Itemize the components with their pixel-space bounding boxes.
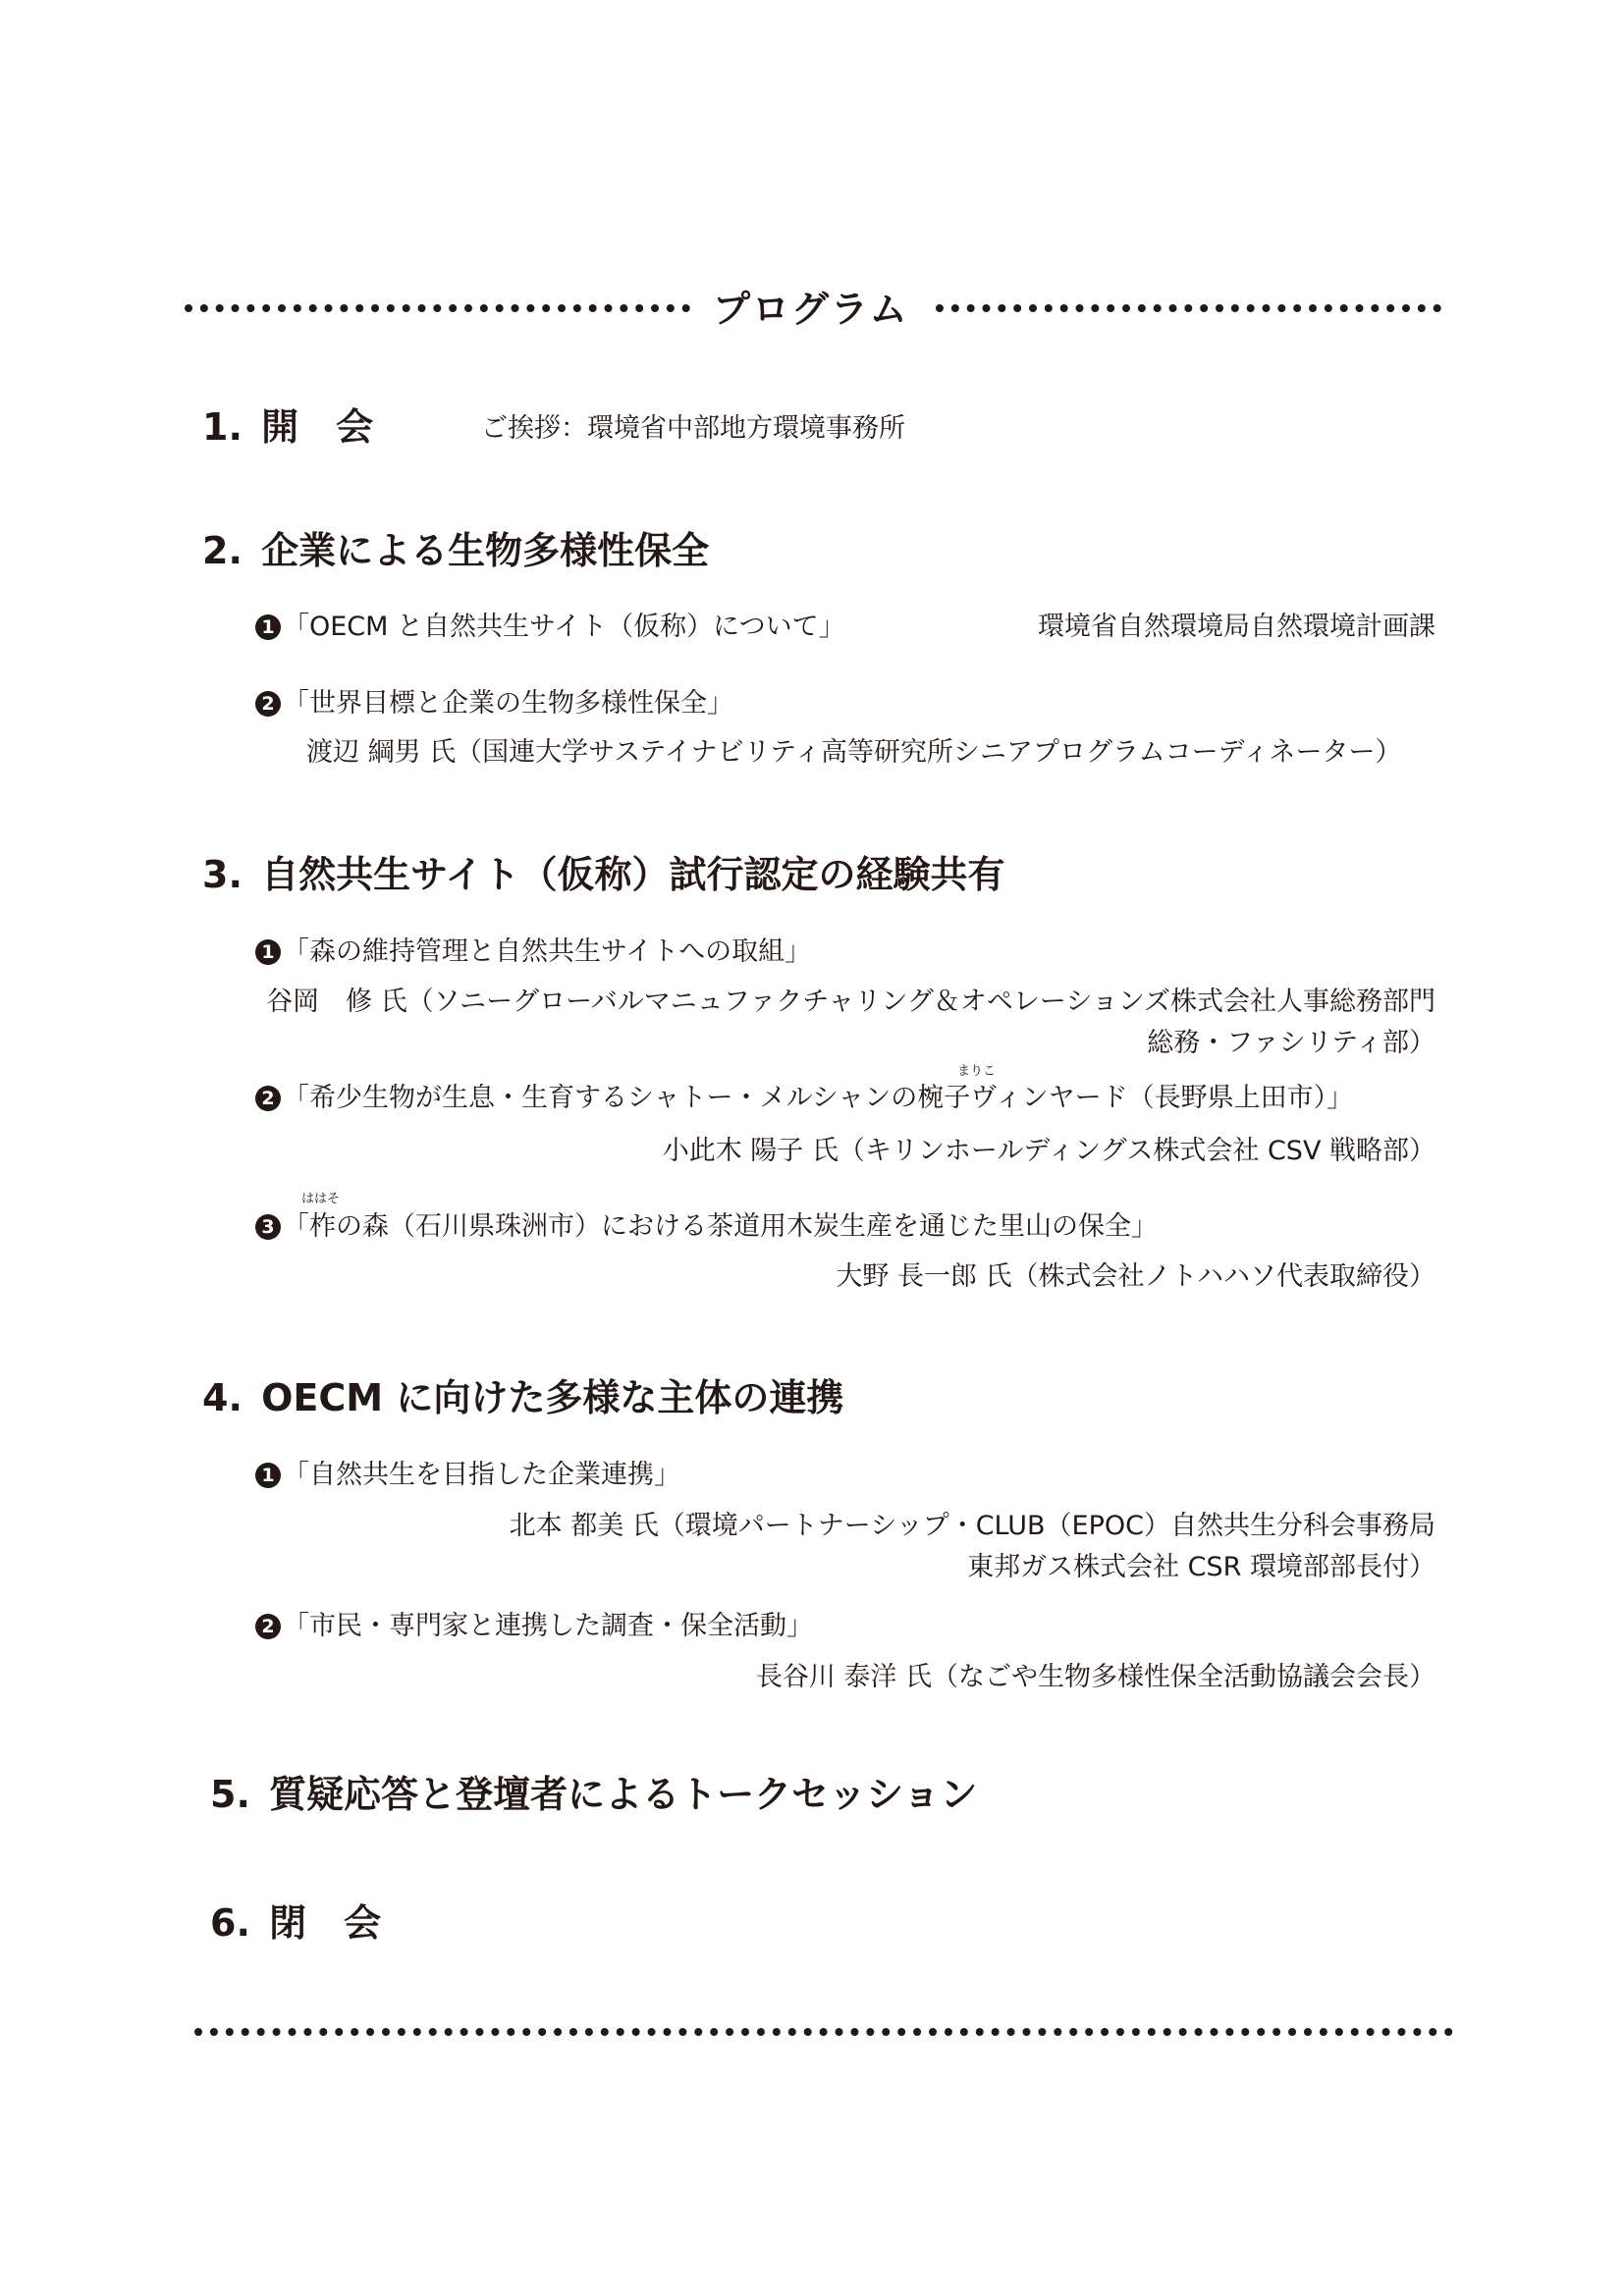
talk-title-text: 「OECM と自然共生サイト（仮称）について」 <box>283 612 845 642</box>
bullet-number-2: 2 <box>255 1614 281 1639</box>
bullet-number-2: 2 <box>255 691 281 717</box>
talk-speaker: 環境省自然環境局自然環境計画課 <box>1038 612 1435 642</box>
talk-title <box>255 1453 680 1491</box>
section-number: 1. <box>202 405 243 449</box>
talk-speaker-affiliation: 総務・ファシリティ部） <box>1147 1028 1435 1058</box>
section-number: 3. <box>202 853 243 896</box>
bullet-number-3: 3 <box>255 1214 281 1240</box>
section-2-heading <box>202 520 709 574</box>
opening-greeting: ご挨拶：環境省中部地方環境事務所 <box>481 413 905 444</box>
section-6-heading <box>210 1893 381 1947</box>
section-title: 質疑応答と登壇者によるトークセッション <box>269 1773 978 1816</box>
section-number: 4. <box>202 1376 243 1419</box>
bullet-number-2: 2 <box>255 1086 281 1111</box>
dotted-rule-bottom <box>194 2028 1453 2036</box>
section-number: 2. <box>202 529 243 572</box>
program-title: プログラム <box>713 288 909 331</box>
talk-title-text: 「希少生物が生息・生育するシャトー・メルシャンの椀子ヴィンヤード（長野県上田市）」 <box>283 1083 1354 1113</box>
dotted-rule-left <box>185 304 690 312</box>
bullet-number-1: 1 <box>255 939 281 965</box>
section-title: OECM に向けた多様な主体の連携 <box>261 1376 844 1419</box>
section-number: 6. <box>210 1901 250 1945</box>
talk-title-text: 「市民・専門家と連携した調査・保全活動」 <box>283 1611 813 1641</box>
ruby-reading: まりこ <box>957 1064 997 1079</box>
talk-title-text: 「自然共生を目指した企業連携」 <box>283 1460 680 1490</box>
talk-title <box>255 605 845 643</box>
talk-speaker-affiliation: 東邦ガス株式会社 CSR 環境部部長付） <box>967 1552 1435 1582</box>
ruby-reading: ははそ <box>301 1192 341 1206</box>
talk-title <box>255 930 811 968</box>
section-title: 自然共生サイト（仮称）試行認定の経験共有 <box>261 853 1005 896</box>
section-title: 企業による生物多様性保全 <box>261 529 710 572</box>
section-3-heading <box>202 844 1004 898</box>
section-1-heading <box>202 397 373 451</box>
talk-title <box>255 681 733 720</box>
section-title: 閉 会 <box>269 1901 382 1945</box>
section-5-heading <box>210 1764 977 1818</box>
talk-title <box>255 1204 1158 1243</box>
section-number: 5. <box>210 1773 250 1816</box>
talk-title-text: 「森の維持管理と自然共生サイトへの取組」 <box>283 936 812 967</box>
talk-title-text: 「世界目標と企業の生物多様性保全」 <box>283 688 733 719</box>
talk-speaker: 小此木 陽子 氏（キリンホールディングス株式会社 CSV 戦略部） <box>662 1136 1435 1166</box>
talk-speaker: 北本 都美 氏（環境パートナーシップ・CLUB（EPOC）自然共生分科会事務局 <box>509 1511 1435 1541</box>
talk-title <box>255 1604 813 1642</box>
talk-title-text: 「柞の森（石川県珠洲市）における茶道用木炭生産を通じた里山の保全」 <box>283 1211 1158 1242</box>
talk-title <box>255 1076 1353 1114</box>
talk-speaker: 渡辺 綱男 氏（国連大学サステイナビリティ高等研究所シニアプログラムコーディネーター） <box>306 737 1402 768</box>
bullet-number-1: 1 <box>255 614 281 640</box>
talk-speaker: 長谷川 泰洋 氏（なごや生物多様性保全活動協議会会長） <box>755 1662 1435 1692</box>
section-title: 開 会 <box>261 405 374 449</box>
bullet-number-1: 1 <box>255 1463 281 1488</box>
talk-speaker: 谷岡 修 氏（ソニーグローバルマニュファクチャリング＆オペレーションズ株式会社人事総務部門 <box>266 987 1435 1017</box>
section-4-heading <box>202 1367 843 1421</box>
talk-speaker: 大野 長一郎 氏（株式会社ノトハハソ代表取締役） <box>836 1261 1435 1292</box>
dotted-rule-right <box>936 304 1441 312</box>
